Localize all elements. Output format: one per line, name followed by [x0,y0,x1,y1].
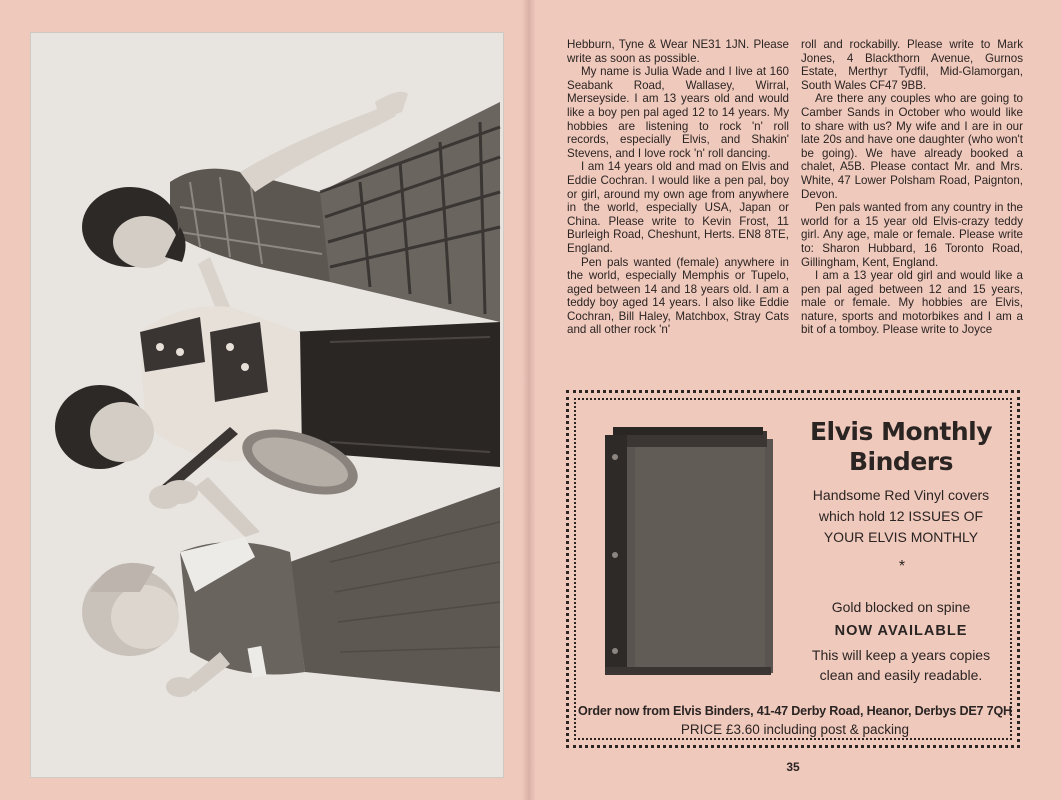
page-gutter [522,0,536,800]
pen-pal-column-right [801,38,1023,376]
binder-illustration [605,427,775,675]
ad-description: Handsome Red Vinyl covers which hold 12 ISSUES OF YOUR ELVIS MONTHLY [812,487,990,545]
dancers-photo [30,32,504,778]
page-number: 35 [786,760,800,774]
letter-paragraph: Are there any couples who are going to Camber Sands in October who would like to share with us? My wife and I are in our late 20s and have one daughter (who won't be going). We have already booked a chalet, A5B. Please contact Mr. and Mrs. White, 47 Lower Polsham Road, Paignton, Devon. [801,92,1023,201]
letter-paragraph: Pen pals wanted from any country in the world for a 15 year old Elvis-crazy teddy girl. Any age, male or female. Please write to: Sharon Hubbard, 16 Toronto Road, Gillingham, Kent, England. [801,201,1023,269]
ad-keep-text: This will keep a years copies clean and easily readable. [811,647,991,683]
letter-paragraph: My name is Julia Wade and I live at 160 Seabank Road, Wallasey, Wirral, Merseyside. I am 13 years old and would like a boy pen pal aged 12 to 14 years. My hobbies are listening to rock 'n' roll records, especially Elvis, and Shakin' Stevens, and I love rock 'n' roll dancing. [567,65,789,160]
ad-order-address: Order now from Elvis Binders, 41-47 Derby Road, Heanor, Derbys DE7 7QH [578,704,1012,718]
letter-paragraph: roll and rockabilly. Please write to Mark Jones, 4 Blackthorn Avenue, Gurnos Estate, Merthyr Tydfil, Mid-Glamorgan, South Wales CF47 9BB. [801,38,1023,92]
letter-paragraph: Hebburn, Tyne & Wear NE31 1JN. Please write as soon as possible. [567,38,789,65]
letter-paragraph: I am a 13 year old girl and would like a pen pal aged between 12 and 15 years, male or female. My hobbies are Elvis, nature, sports and motorbikes and I am a bit of a tomboy. Please write to Joyce [801,269,1023,337]
letter-paragraph: I am 14 years old and mad on Elvis and Eddie Cochran. I would like a pen pal, boy or girl, around my own age from anywhere in the world, especially USA, Japan or China. Please write to Kevin Frost, 11 Burleigh Road, Cheshunt, Herts. EN8 8TE, England. [567,160,789,255]
binders-advertisement [566,390,1020,748]
ad-title: Elvis Monthly Binders [809,417,993,476]
letter-paragraph: Pen pals wanted (female) anywhere in the world, especially Memphis or Tupelo, aged between 14 and 18 years old. I am a teddy boy aged 14 years. I also like Eddie Cochran, Bill Haley, Matchbox, Stray Cats and all other rock 'n' [567,255,789,337]
ad-price: PRICE £3.60 including post & packing [680,722,910,737]
ad-now-available: NOW AVAILABLE [834,623,968,639]
pen-pal-column-left [567,38,789,376]
ad-gold-text: Gold blocked on spine [831,599,971,615]
star-ornament: * [898,558,906,575]
